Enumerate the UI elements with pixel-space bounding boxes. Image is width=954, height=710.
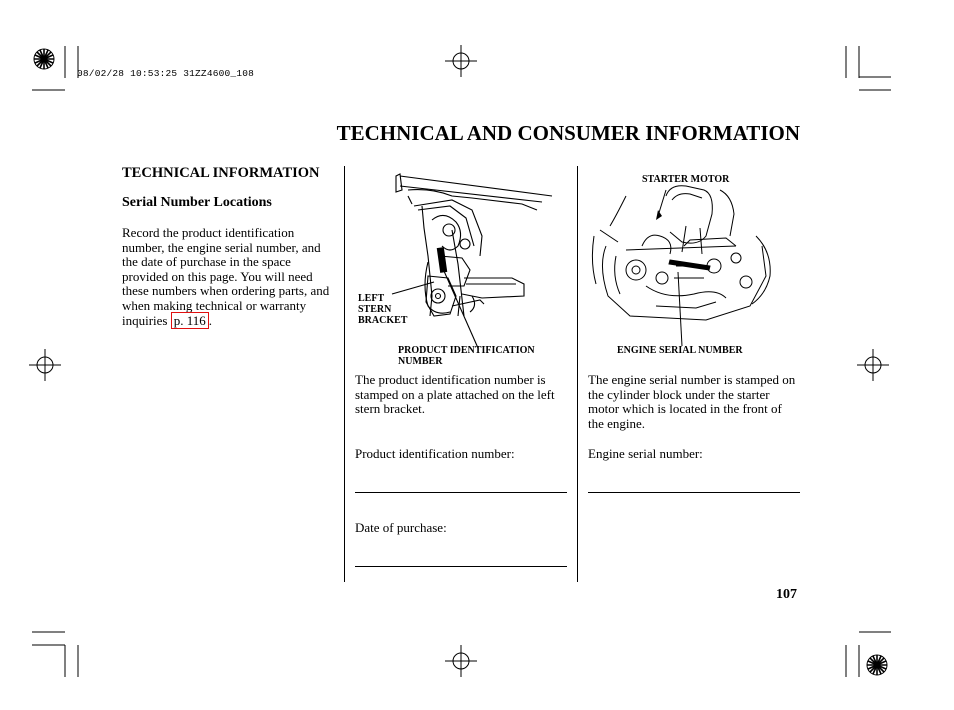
stern-bracket-label-line-3: BRACKET: [358, 315, 408, 326]
stern-bracket-label: [358, 293, 407, 326]
stern-bracket-illustration: [352, 166, 572, 371]
product-id-label-line-1: PRODUCT IDENTIFICATION: [398, 345, 535, 356]
stern-bracket-figure: [352, 166, 572, 371]
engine-serial-description: The engine serial number is stamped on the cylinder block under the starter motor which is located in the front of the engine.: [588, 372, 796, 431]
date-of-purchase-field-label: Date of purchase:: [355, 520, 447, 535]
intro-paragraph: [122, 226, 337, 328]
product-id-description: The product identification number is stamped on a plate attached on the left stern bracket.: [355, 372, 555, 417]
page-title: TECHNICAL AND CONSUMER INFORMATION: [336, 121, 800, 145]
page-number: 107: [776, 587, 797, 602]
starter-motor-label: STARTER MOTOR: [642, 174, 730, 185]
intro-end: .: [208, 312, 213, 328]
product-id-label-line-2: NUMBER: [398, 356, 443, 367]
product-id-field-label: Product identification number:: [355, 446, 515, 461]
column-divider-left: [344, 166, 345, 582]
page-reference-link[interactable]: p. 116: [171, 312, 209, 329]
product-id-label: [398, 345, 535, 367]
engine-serial-entry-line[interactable]: [588, 492, 800, 493]
subsection-heading: Serial Number Locations: [122, 195, 272, 210]
date-of-purchase-entry-line[interactable]: [355, 566, 567, 567]
stern-bracket-label-line-2: STERN: [358, 304, 392, 315]
intro-text: Record the product identification number, the engine serial number, and the date of purchase in the space provided on this page. You will need these numbers when ordering parts, and when making technical or warranty inquiries: [122, 225, 330, 328]
stern-bracket-label-line-1: LEFT: [358, 293, 385, 304]
engine-illustration: [586, 166, 800, 346]
engine-serial-label: ENGINE SERIAL NUMBER: [617, 345, 743, 356]
product-id-entry-line[interactable]: [355, 492, 567, 493]
column-divider-right: [577, 166, 578, 582]
print-timestamp: 08/02/28 10:53:25 31ZZ4600_108: [77, 68, 255, 79]
section-heading: TECHNICAL INFORMATION: [122, 165, 320, 181]
engine-figure: [586, 166, 800, 346]
engine-serial-field-label: Engine serial number:: [588, 446, 703, 461]
